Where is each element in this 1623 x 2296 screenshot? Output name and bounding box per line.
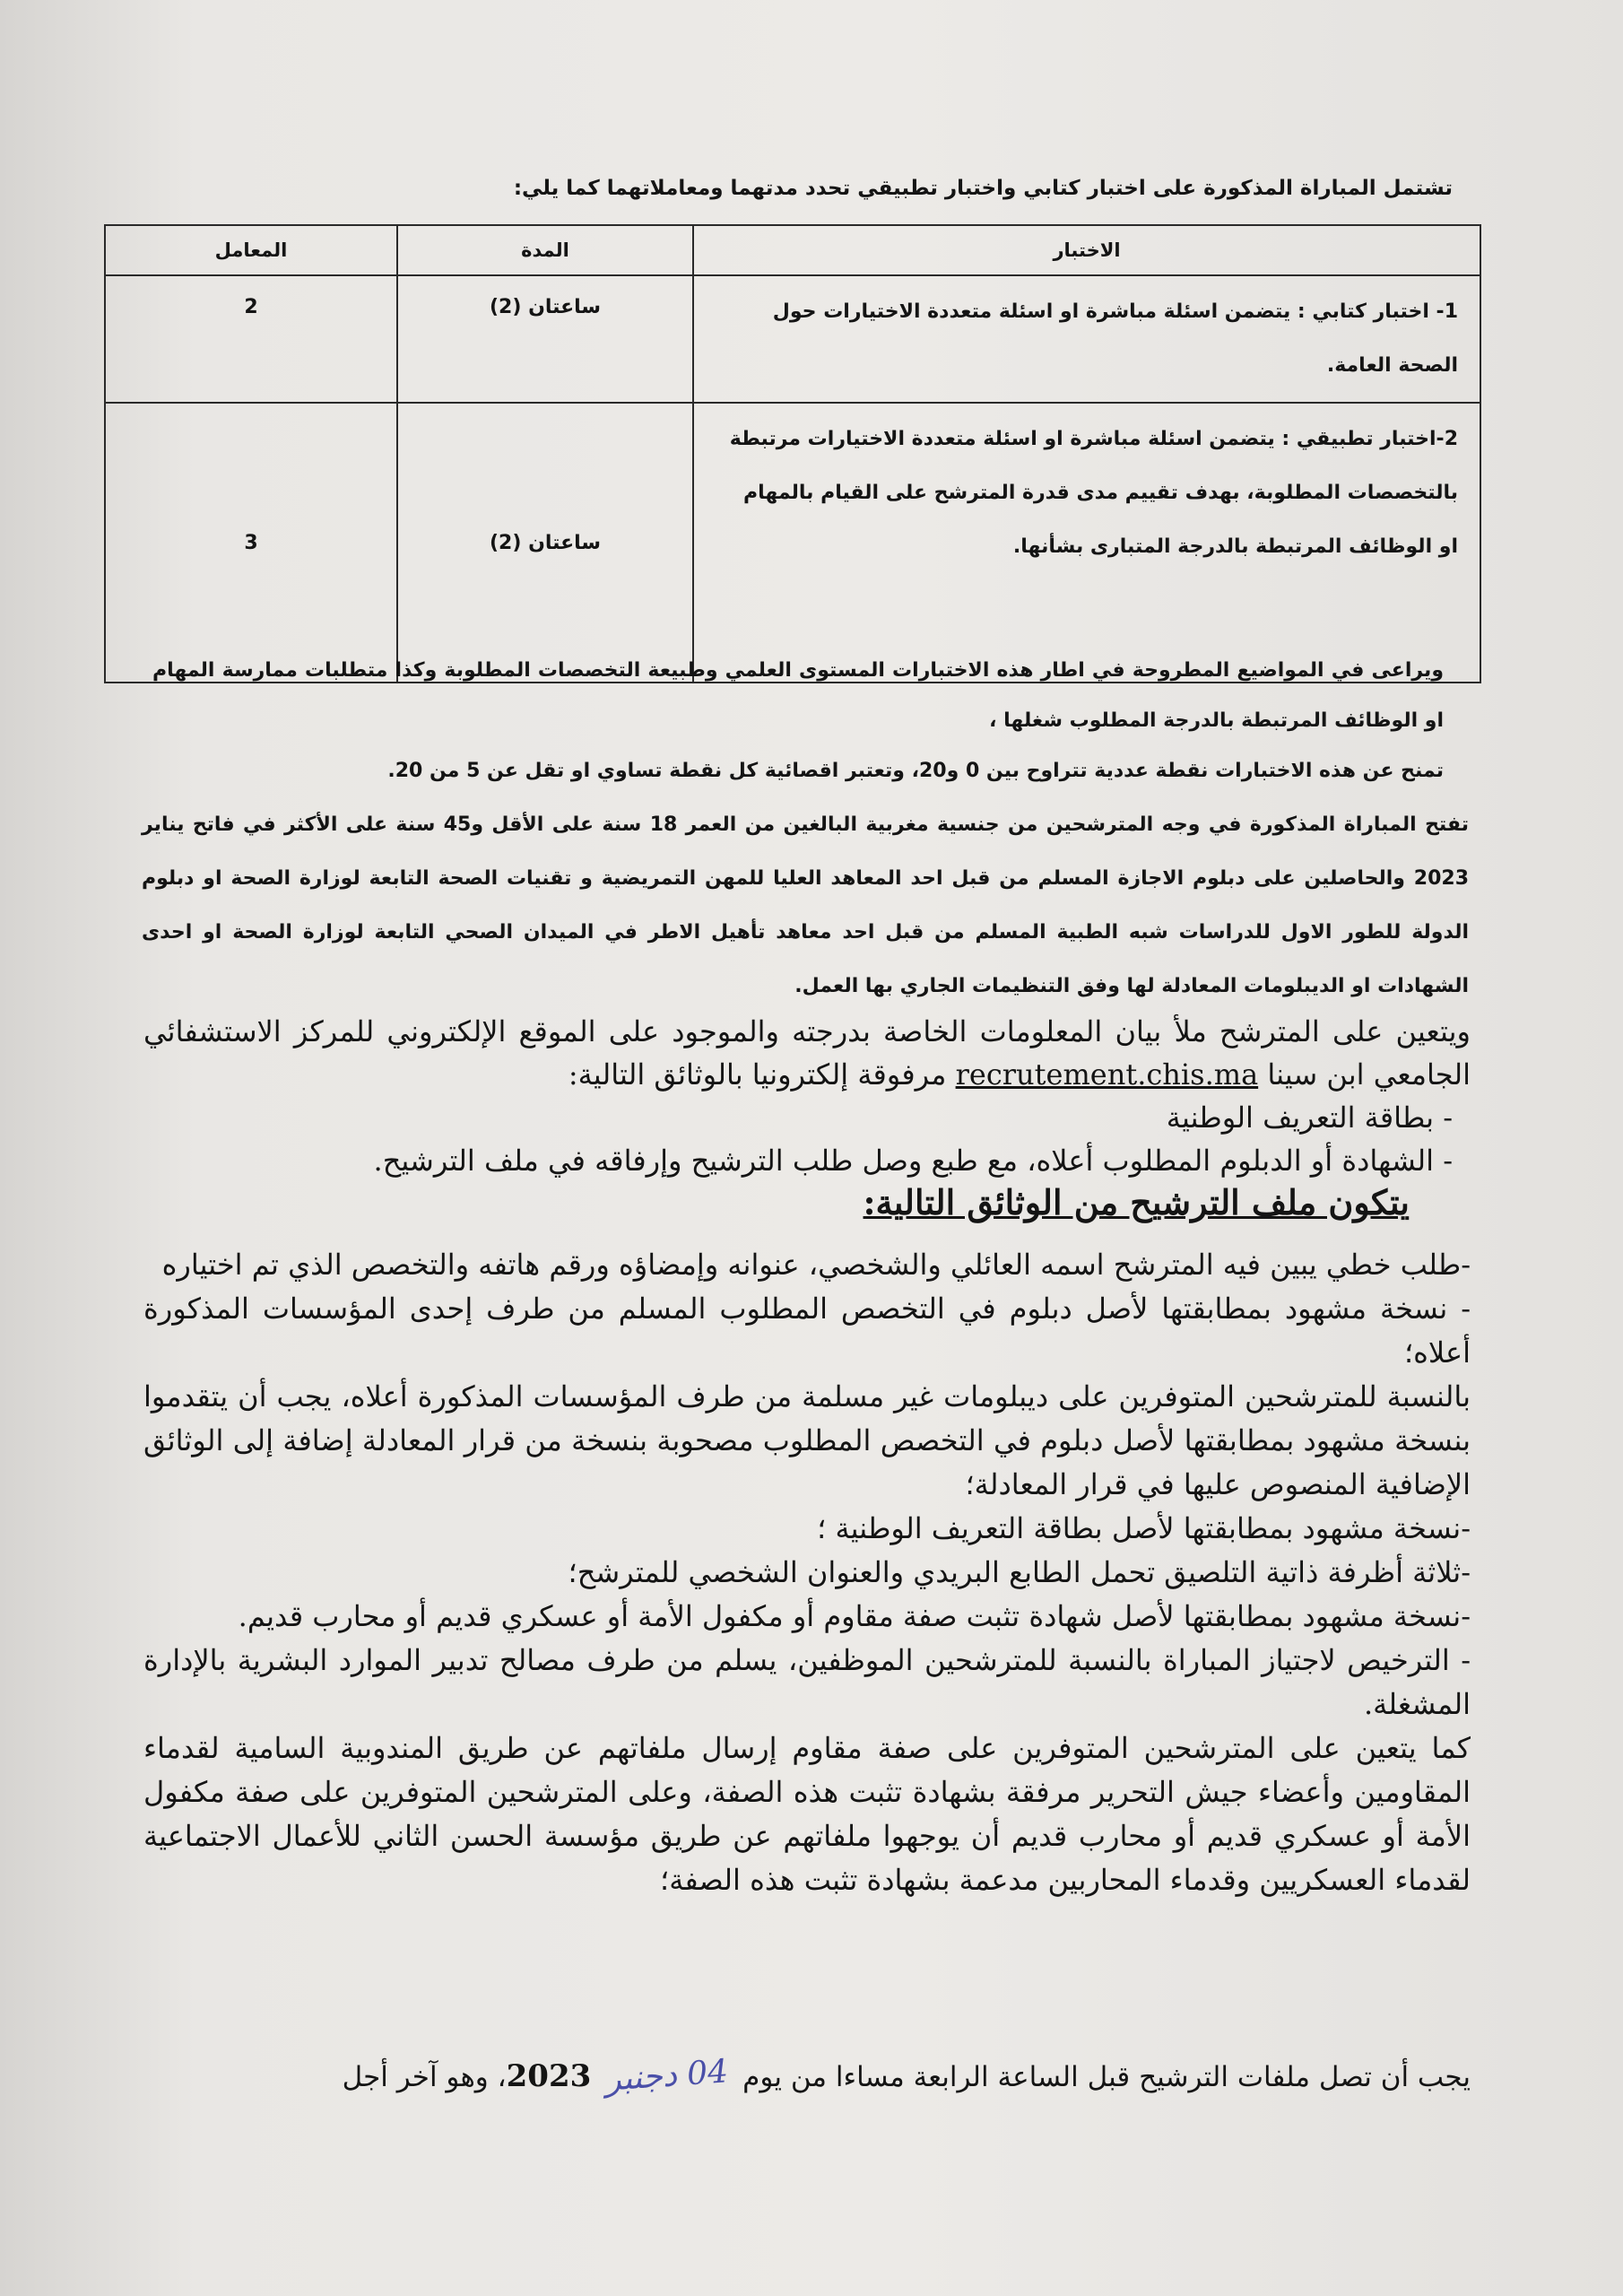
header-exam: الاختبار: [693, 225, 1480, 275]
registration-text-after: مرفوقة إلكترونيا بالوثائق التالية:: [568, 1057, 947, 1091]
list-item: -نسخة مشهود بمطابقتها لأصل شهادة تثبت صفة مقاوم أو مكفول الأمة أو عسكري قديم أو محارب قديم.: [238, 1599, 1471, 1633]
duration-practical: ساعتان (2): [397, 403, 693, 683]
exam-practical: 2-اختبار تطبيقي : يتضمن اسئلة مباشرة او اسئلة متعددة الاختيارات مرتبطة بالتخصصات المطلوبة، بهدف تقييم مدى قدرة المترشح على القيام بالمهام او الوظائف المرتبطة بالدرجة المتبارى بشأنها.: [693, 403, 1480, 683]
deadline-paragraph: [143, 2054, 1471, 2100]
list-item: كما يتعين على المترشحين المتوفرين على صفة مقاوم إرسال ملفاتهم عن طريق المندوبية السامية لقدماء المقاومين وأعضاء جيش التحرير مرفقة بشهادة تثبت هذه الصفة، وعلى المترشحين المتوفرين على صفة مكفول الأمة أو عسكري قديم أو محارب قديم أن يوجهوا ملفاتهم عن طريق مؤسسة الحسن الثاني للأعمال الاجتماعية لقدماء العسكريين وقدماء المحاربين مدعمة بشهادة تثبت هذه الصفة؛: [143, 1731, 1471, 1897]
intro-paragraph: تشتمل المباراة المذكورة على اختبار كتابي واختبار تطبيقي تحدد مدتهما ومعاملاتهما كما يلي:: [513, 177, 1453, 200]
table-row: [105, 403, 1480, 683]
deadline-text-before: يجب أن تصل ملفات الترشيح قبل الساعة الرابعة مساءا من يوم: [742, 2061, 1471, 2093]
deadline-text-after: ، وهو آخر أجل: [342, 2061, 507, 2093]
exams-table: [104, 224, 1481, 683]
exam-topics-note: ويراعى في المواضيع المطروحة في اطار هذه الاختبارات المستوى العلمي وطبيعة التخصصات المطلوبة وكذا متطلبات ممارسة المهام او الوظائف المرتبطة بالدرجة المطلوب شغلها ،: [152, 659, 1444, 732]
eligibility-conditions: تفتح المباراة المذكورة في وجه المترشحين من جنسية مغربية البالغين من العمر 18 سنة على الأقل و45 سنة على الأكثر في فاتح يناير 2023 والحاصلين على دبلوم الاجازة المسلم من قبل احد المعاهد العليا للمهن التمريضية و تقنيات الصحة التابعة لوزارة الصحة او دبلوم الدولة للطور الاول للدراسات شبه الطبية المسلم من قبل احد معاهد تأهيل الاطر في الميدان الصحي التابعة لوزارة الصحة او احدى الشهادات او الديبلومات المعادلة لها وفق التنظيمات الجاري بها العمل.: [142, 813, 1469, 997]
list-item: -طلب خطي يبين فيه المترشح اسمه العائلي والشخصي، عنوانه وإمضاؤه ورقم هاتفه والتخصص الذي تم اختياره: [161, 1248, 1471, 1282]
list-item: - نسخة مشهود بمطابقتها لأصل دبلوم في التخصص المطلوب المسلم من طرف إحدى المؤسسات المذكورة أعلاه؛: [143, 1292, 1471, 1370]
online-documents-list: [143, 1096, 1471, 1182]
registration-paragraph: [143, 1010, 1471, 1096]
list-item: - بطاقة التعريف الوطنية: [1166, 1100, 1453, 1135]
list-item: - الشهادة أو الدبلوم المطلوب أعلاه، مع طبع وصل طلب الترشيح وإرفاقه في ملف الترشيح.: [373, 1144, 1453, 1178]
list-item: بالنسبة للمترشحين المتوفرين على ديبلومات غير مسلمة من طرف المؤسسات المذكورة أعلاه، يجب أن يتقدموا بنسخة مشهود بمطابقتها لأصل دبلوم في التخصص المطلوب مصحوبة بنسخة من قرار المعادلة إضافة إلى الوثائق الإضافية المنصوص عليها في قرار المعادلة؛: [143, 1379, 1471, 1501]
header-coefficient: المعامل: [105, 225, 397, 275]
header-duration: المدة: [397, 225, 693, 275]
table-header-row: [105, 225, 1480, 275]
coefficient-practical: 3: [105, 403, 397, 683]
list-item: - الترخيص لاجتياز المباراة بالنسبة للمترشحين الموظفين، يسلم من طرف مصالح تدبير الموارد البشرية بالإدارة المشغلة.: [143, 1643, 1471, 1721]
deadline-year: 2023: [506, 2058, 592, 2094]
dossier-heading: يتكون ملف الترشيح من الوثائق التالية:: [863, 1182, 1410, 1222]
scoring-rule: تمنح عن هذه الاختبارات نقطة عددية تتراوح بين 0 و20، وتعتبر اقصائية كل نقطة تساوي او تقل عن 5 من 20.: [387, 760, 1444, 782]
list-item: -ثلاثة أظرفة ذاتية التلصيق تحمل الطابع البريدي والعنوان الشخصي للمترشح؛: [568, 1555, 1471, 1589]
coefficient-written: 2: [105, 275, 397, 403]
exam-written: 1- اختبار كتابي : يتضمن اسئلة مباشرة او اسئلة متعددة الاختيارات حول الصحة العامة.: [693, 275, 1480, 403]
table-row: [105, 275, 1480, 403]
duration-written: ساعتان (2): [397, 275, 693, 403]
list-item: -نسخة مشهود بمطابقتها لأصل بطاقة التعريف الوطنية ؛: [817, 1511, 1471, 1545]
dossier-list: [143, 1243, 1471, 1902]
registration-text-before: ويتعين على المترشح ملأ بيان المعلومات الخاصة بدرجته والموجود على الموقع الإلكتروني للمركز الاستشفائي الجامعي ابن سينا: [143, 1014, 1471, 1091]
handwritten-date: 04 دجنبر: [603, 2053, 730, 2099]
registration-link[interactable]: recrutement.chis.ma: [955, 1057, 1259, 1091]
